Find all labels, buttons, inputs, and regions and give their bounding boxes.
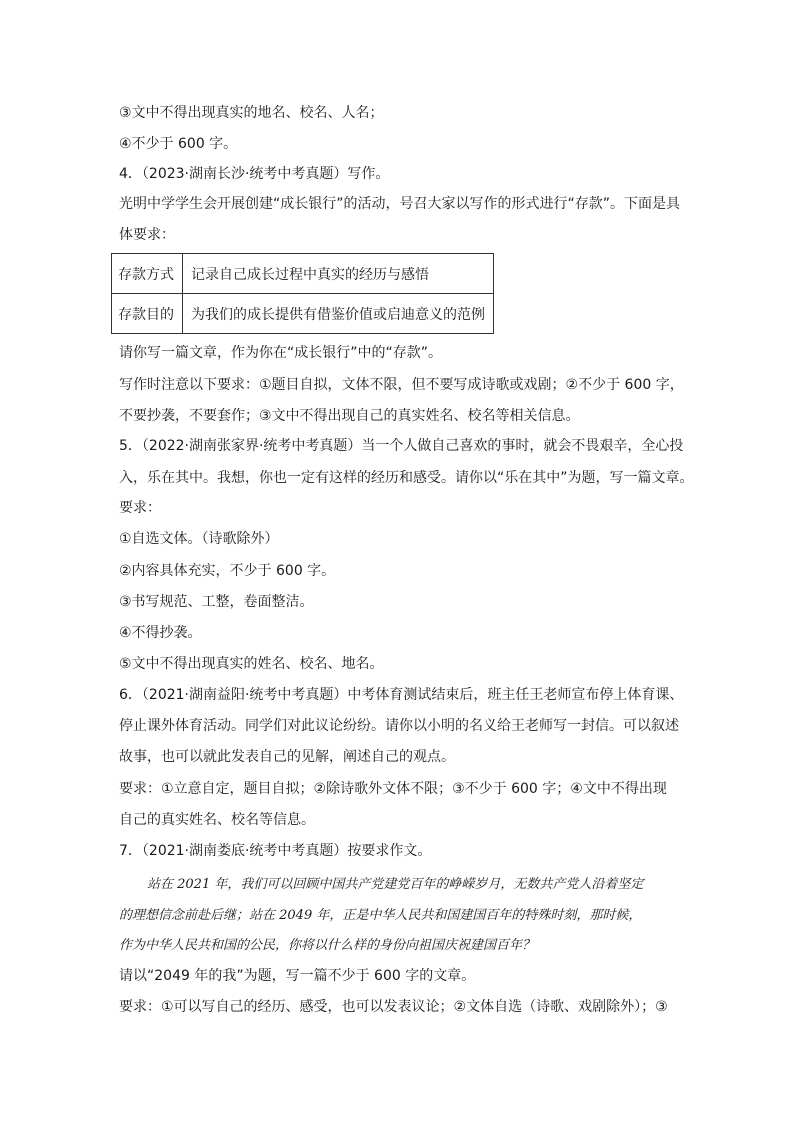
requirement-line: ③文中不得出现真实的地名、校名、人名；	[119, 105, 384, 121]
requirement-line: ①自选文体。（诗歌除外）	[119, 531, 279, 547]
question-6-text: 自己的真实姓名、校名等信息。	[119, 812, 315, 828]
requirement-line: ⑤文中不得出现真实的姓名、校名、地名。	[119, 656, 384, 672]
table-cell-value: 为我们的成长提供有借鉴价值或启迪意义的范例	[183, 294, 494, 334]
question-4-text: 写作时注意以下要求：①题目自拟，文体不限，但不要写成诗歌或戏剧；②不少于 600 字，	[119, 377, 684, 393]
table-cell-key: 存款目的	[112, 294, 183, 334]
question-4-text: 光明中学学生会开展创建“成长银行”的活动，号召大家以写作的形式进行“存款”。下面是具	[119, 196, 681, 212]
table-cell-key: 存款方式	[112, 254, 183, 294]
table-row	[112, 254, 494, 294]
question-4-text: 体要求：	[119, 227, 175, 243]
requirement-line: ③书写规范、工整，卷面整洁。	[119, 594, 314, 610]
question-5-text: 要求：	[119, 500, 161, 516]
question-5-text: 入，乐在其中。我想，你也一定有这样的经历和感受。请你以“乐在其中”为题，写一篇文章。	[119, 470, 694, 486]
question-4-text: 不要抄袭，不要套作；③文中不得出现自己的真实姓名、校名等相关信息。	[119, 408, 580, 424]
question-7-passage: 站在 2021 年，我们可以回顾中国共产党建党百年的峥嵘岁月，无数共产党人沿着坚定	[147, 877, 644, 892]
requirements-table	[111, 253, 494, 334]
question-7-text: 要求：①可以写自己的经历、感受，也可以发表议论；②文体自选（诗歌、戏剧除外）；③	[119, 999, 668, 1015]
question-6-text: 要求：①立意自定，题目自拟；②除诗歌外文体不限；③不少于 600 字；④文中不得出现	[119, 781, 667, 797]
question-7-title: 7．（2021·湖南娄底·统考中考真题）按要求作文。	[119, 843, 432, 859]
requirement-line: ④不得抄袭。	[119, 625, 202, 641]
table-row	[112, 294, 494, 334]
requirement-line: ②内容具体充实，不少于 600 字。	[119, 563, 336, 579]
question-4-title: 4．（2023·湖南长沙·统考中考真题）写作。	[119, 166, 390, 182]
question-6-text: 6．（2021·湖南益阳·统考中考真题）中考体育测试结束后，班主任王老师宣布停上体育课、	[119, 687, 684, 703]
question-5-text: 5．（2022·湖南张家界·统考中考真题）当一个人做自己喜欢的事时，就会不畏艰辛，全心投	[119, 438, 684, 454]
question-7-text: 请以“2049 年的我”为题，写一篇不少于 600 字的文章。	[119, 968, 476, 984]
question-7-passage: 的理想信念前赴后继；站在 2049 年，正是中华人民共和国建国百年的特殊时刻，那时候，	[119, 908, 642, 923]
requirement-line: ④不少于 600 字。	[119, 136, 238, 152]
question-6-text: 故事，也可以就此发表自己的见解，阐述自己的观点。	[119, 749, 455, 765]
question-7-passage: 作为中华人民共和国的公民，你将以什么样的身份向祖国庆祝建国百年？	[119, 938, 536, 953]
question-4-text: 请你写一篇文章，作为你在“成长银行”中的“存款”。	[119, 345, 443, 361]
table-cell-value: 记录自己成长过程中真实的经历与感悟	[183, 254, 494, 294]
question-6-text: 停止课外体育活动。同学们对此议论纷纷。请你以小明的名义给王老师写一封信。可以叙述	[119, 718, 679, 734]
